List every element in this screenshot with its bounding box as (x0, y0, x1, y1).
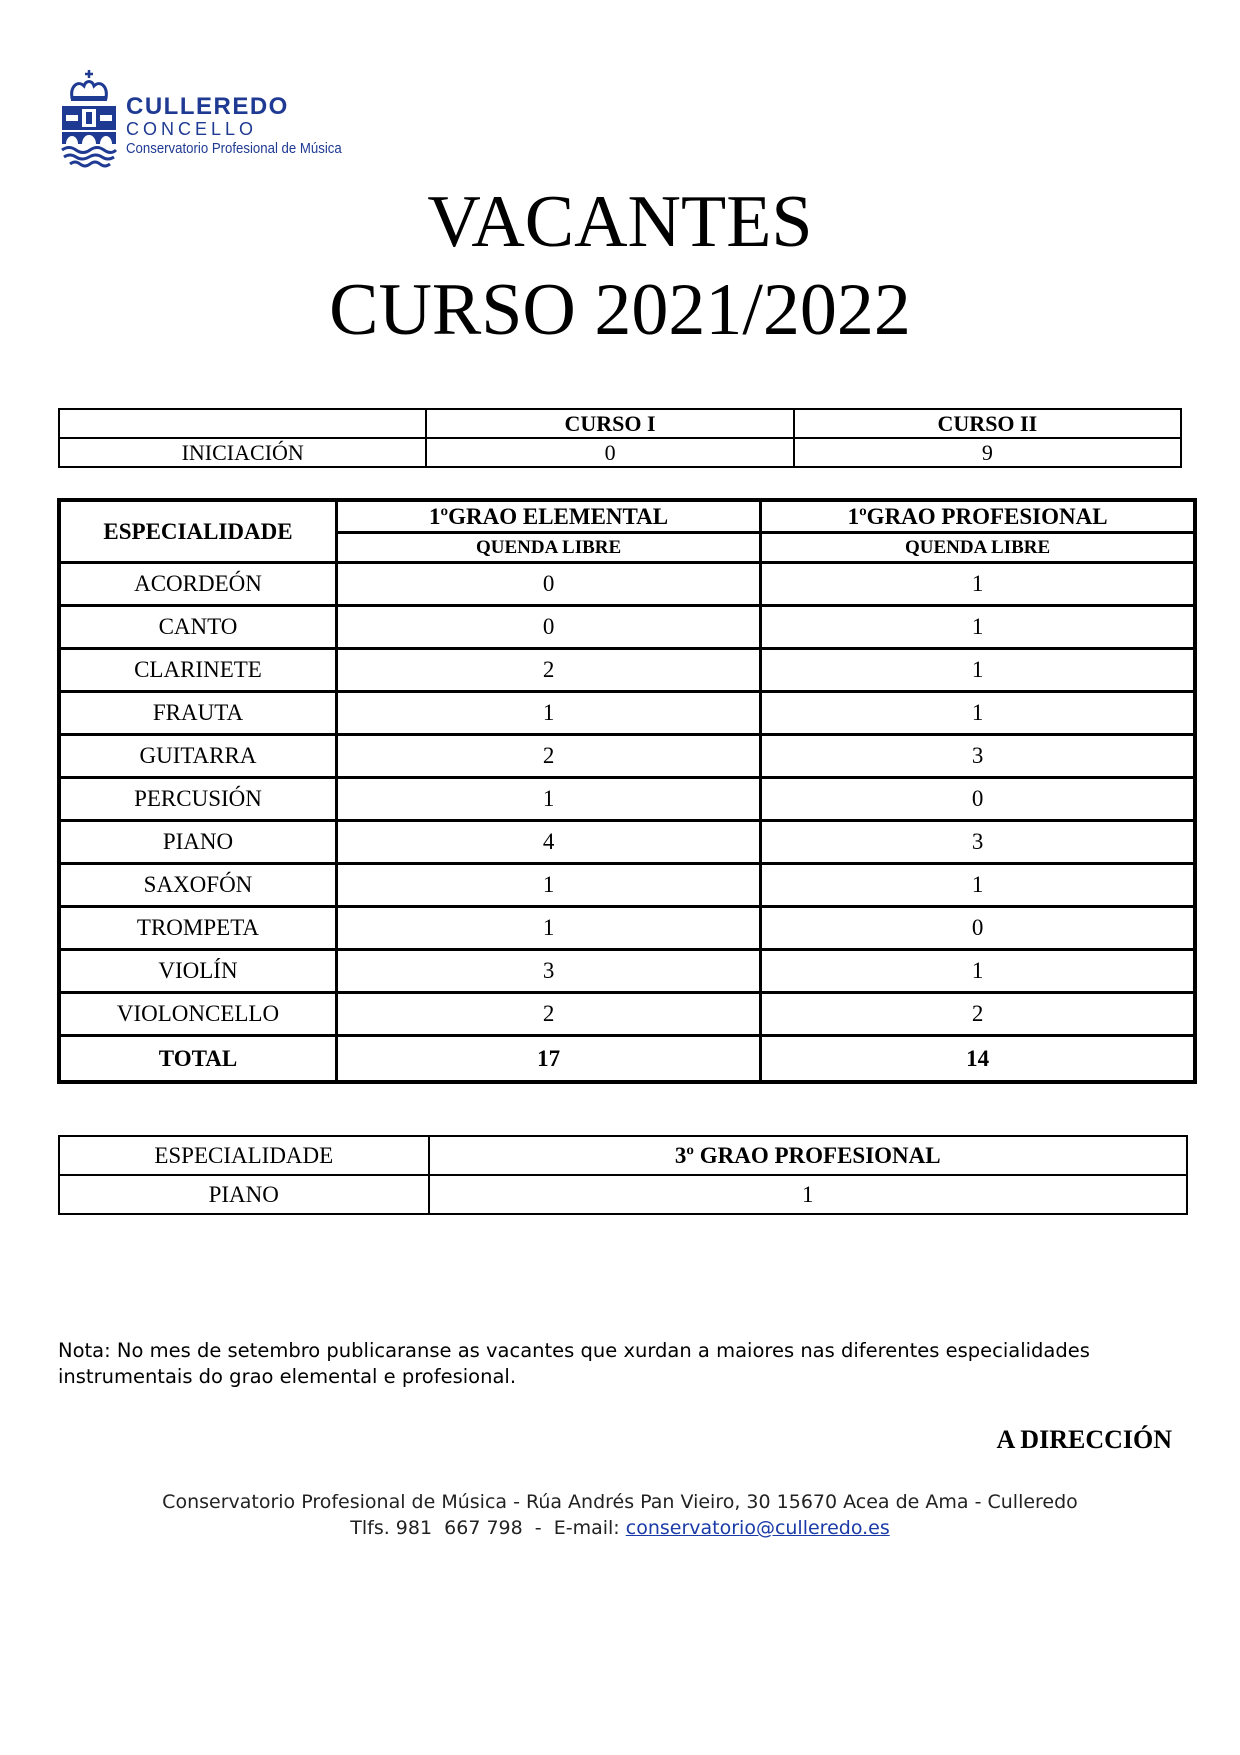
elemental-cell: 1 (336, 907, 760, 950)
especialidade-cell: VIOLÍN (59, 950, 336, 993)
total-profesional: 14 (761, 1036, 1195, 1083)
total-elemental: 17 (336, 1036, 760, 1083)
footer-contact (0, 1515, 1240, 1541)
table-row (59, 692, 1195, 735)
grao3-value: 1 (429, 1175, 1187, 1214)
table-row (59, 821, 1195, 864)
table-row (59, 735, 1195, 778)
table-header-row (59, 1136, 1187, 1175)
header-grao-profesional: 1ºGRAO PROFESIONAL (761, 500, 1195, 533)
table-row (59, 778, 1195, 821)
especialidade-cell: PERCUSIÓN (59, 778, 336, 821)
profesional-cell: 1 (761, 649, 1195, 692)
table-row (59, 950, 1195, 993)
logo-text (126, 95, 371, 159)
elemental-cell: 2 (336, 993, 760, 1036)
especialidade-cell: VIOLONCELLO (59, 993, 336, 1036)
logo-name: CULLEREDO (126, 93, 289, 120)
footer-phone: Tlfs. 981 667 798 - E-mail: (350, 1517, 626, 1539)
profesional-cell: 1 (761, 864, 1195, 907)
elemental-cell: 1 (336, 692, 760, 735)
signature: A DIRECCIÓN (996, 1425, 1172, 1454)
iniciacion-table (58, 408, 1182, 468)
especialidade-cell: CANTO (59, 606, 336, 649)
table-row (59, 864, 1195, 907)
curso-ii-value: 9 (794, 438, 1181, 467)
table-body (59, 563, 1195, 1036)
profesional-cell: 2 (761, 993, 1195, 1036)
table-row (59, 993, 1195, 1036)
vacantes-table (57, 498, 1197, 1084)
logo (60, 68, 380, 178)
profesional-cell: 0 (761, 778, 1195, 821)
title-line-1: VACANTES (427, 181, 813, 263)
profesional-cell: 1 (761, 692, 1195, 735)
elemental-cell: 2 (336, 735, 760, 778)
profesional-cell: 1 (761, 563, 1195, 606)
profesional-cell: 0 (761, 907, 1195, 950)
especialidade-cell: TROMPETA (59, 907, 336, 950)
elemental-cell: 0 (336, 606, 760, 649)
note-line-2: instrumentais do grao elemental e profesional. (58, 1365, 517, 1388)
especialidade-cell: SAXOFÓN (59, 864, 336, 907)
elemental-cell: 1 (336, 864, 760, 907)
elemental-cell: 0 (336, 563, 760, 606)
row-label: INICIACIÓN (59, 438, 426, 467)
header-especialidade: ESPECIALIDADE (59, 1136, 429, 1175)
header-grao3-profesional: 3º GRAO PROFESIONAL (429, 1136, 1187, 1175)
table-row (59, 907, 1195, 950)
total-label: TOTAL (59, 1036, 336, 1083)
header-curso-ii: CURSO II (794, 409, 1181, 438)
table-row (59, 649, 1195, 692)
especialidade-cell: PIANO (59, 821, 336, 864)
elemental-cell: 2 (336, 649, 760, 692)
especialidade-cell: GUITARRA (59, 735, 336, 778)
elemental-cell: 1 (336, 778, 760, 821)
especialidade-cell: CLARINETE (59, 649, 336, 692)
row-label: PIANO (59, 1175, 429, 1214)
profesional-cell: 1 (761, 950, 1195, 993)
profesional-cell: 3 (761, 821, 1195, 864)
especialidade-cell: ACORDEÓN (59, 563, 336, 606)
logo-subtitle: CONCELLO (126, 119, 258, 139)
elemental-cell: 3 (336, 950, 760, 993)
table-row (59, 438, 1181, 467)
subheader-profesional: QUENDA LIBRE (761, 533, 1195, 563)
culleredo-emblem-icon (60, 68, 118, 170)
header-grao-elemental: 1ºGRAO ELEMENTAL (336, 500, 760, 533)
note (58, 1338, 1183, 1390)
grao3-table (58, 1135, 1188, 1215)
title-line-2: CURSO 2021/2022 (329, 269, 911, 351)
especialidade-cell: FRAUTA (59, 692, 336, 735)
footer-email-link[interactable]: conservatorio@culleredo.es (625, 1517, 890, 1539)
table-row (59, 606, 1195, 649)
footer (0, 1489, 1240, 1541)
page-title (0, 178, 1240, 354)
total-row (59, 1036, 1195, 1083)
footer-address: Conservatorio Profesional de Música - Rúa Andrés Pan Vieiro, 30 15670 Acea de Ama - Culleredo (162, 1491, 1078, 1513)
profesional-cell: 3 (761, 735, 1195, 778)
table-row (59, 1175, 1187, 1214)
header-curso-i: CURSO I (426, 409, 793, 438)
subheader-elemental: QUENDA LIBRE (336, 533, 760, 563)
profesional-cell: 1 (761, 606, 1195, 649)
curso-i-value: 0 (426, 438, 793, 467)
header-especialidade: ESPECIALIDADE (59, 500, 336, 563)
table-header-row (59, 409, 1181, 438)
logo-institution: Conservatorio Profesional de Música (126, 140, 342, 157)
table-header-row (59, 500, 1195, 533)
elemental-cell: 4 (336, 821, 760, 864)
table-row (59, 563, 1195, 606)
header-empty-cell (59, 409, 426, 438)
note-line-1: Nota: No mes de setembro publicaranse as vacantes que xurdan a maiores nas diferentes especialidades (58, 1339, 1090, 1362)
